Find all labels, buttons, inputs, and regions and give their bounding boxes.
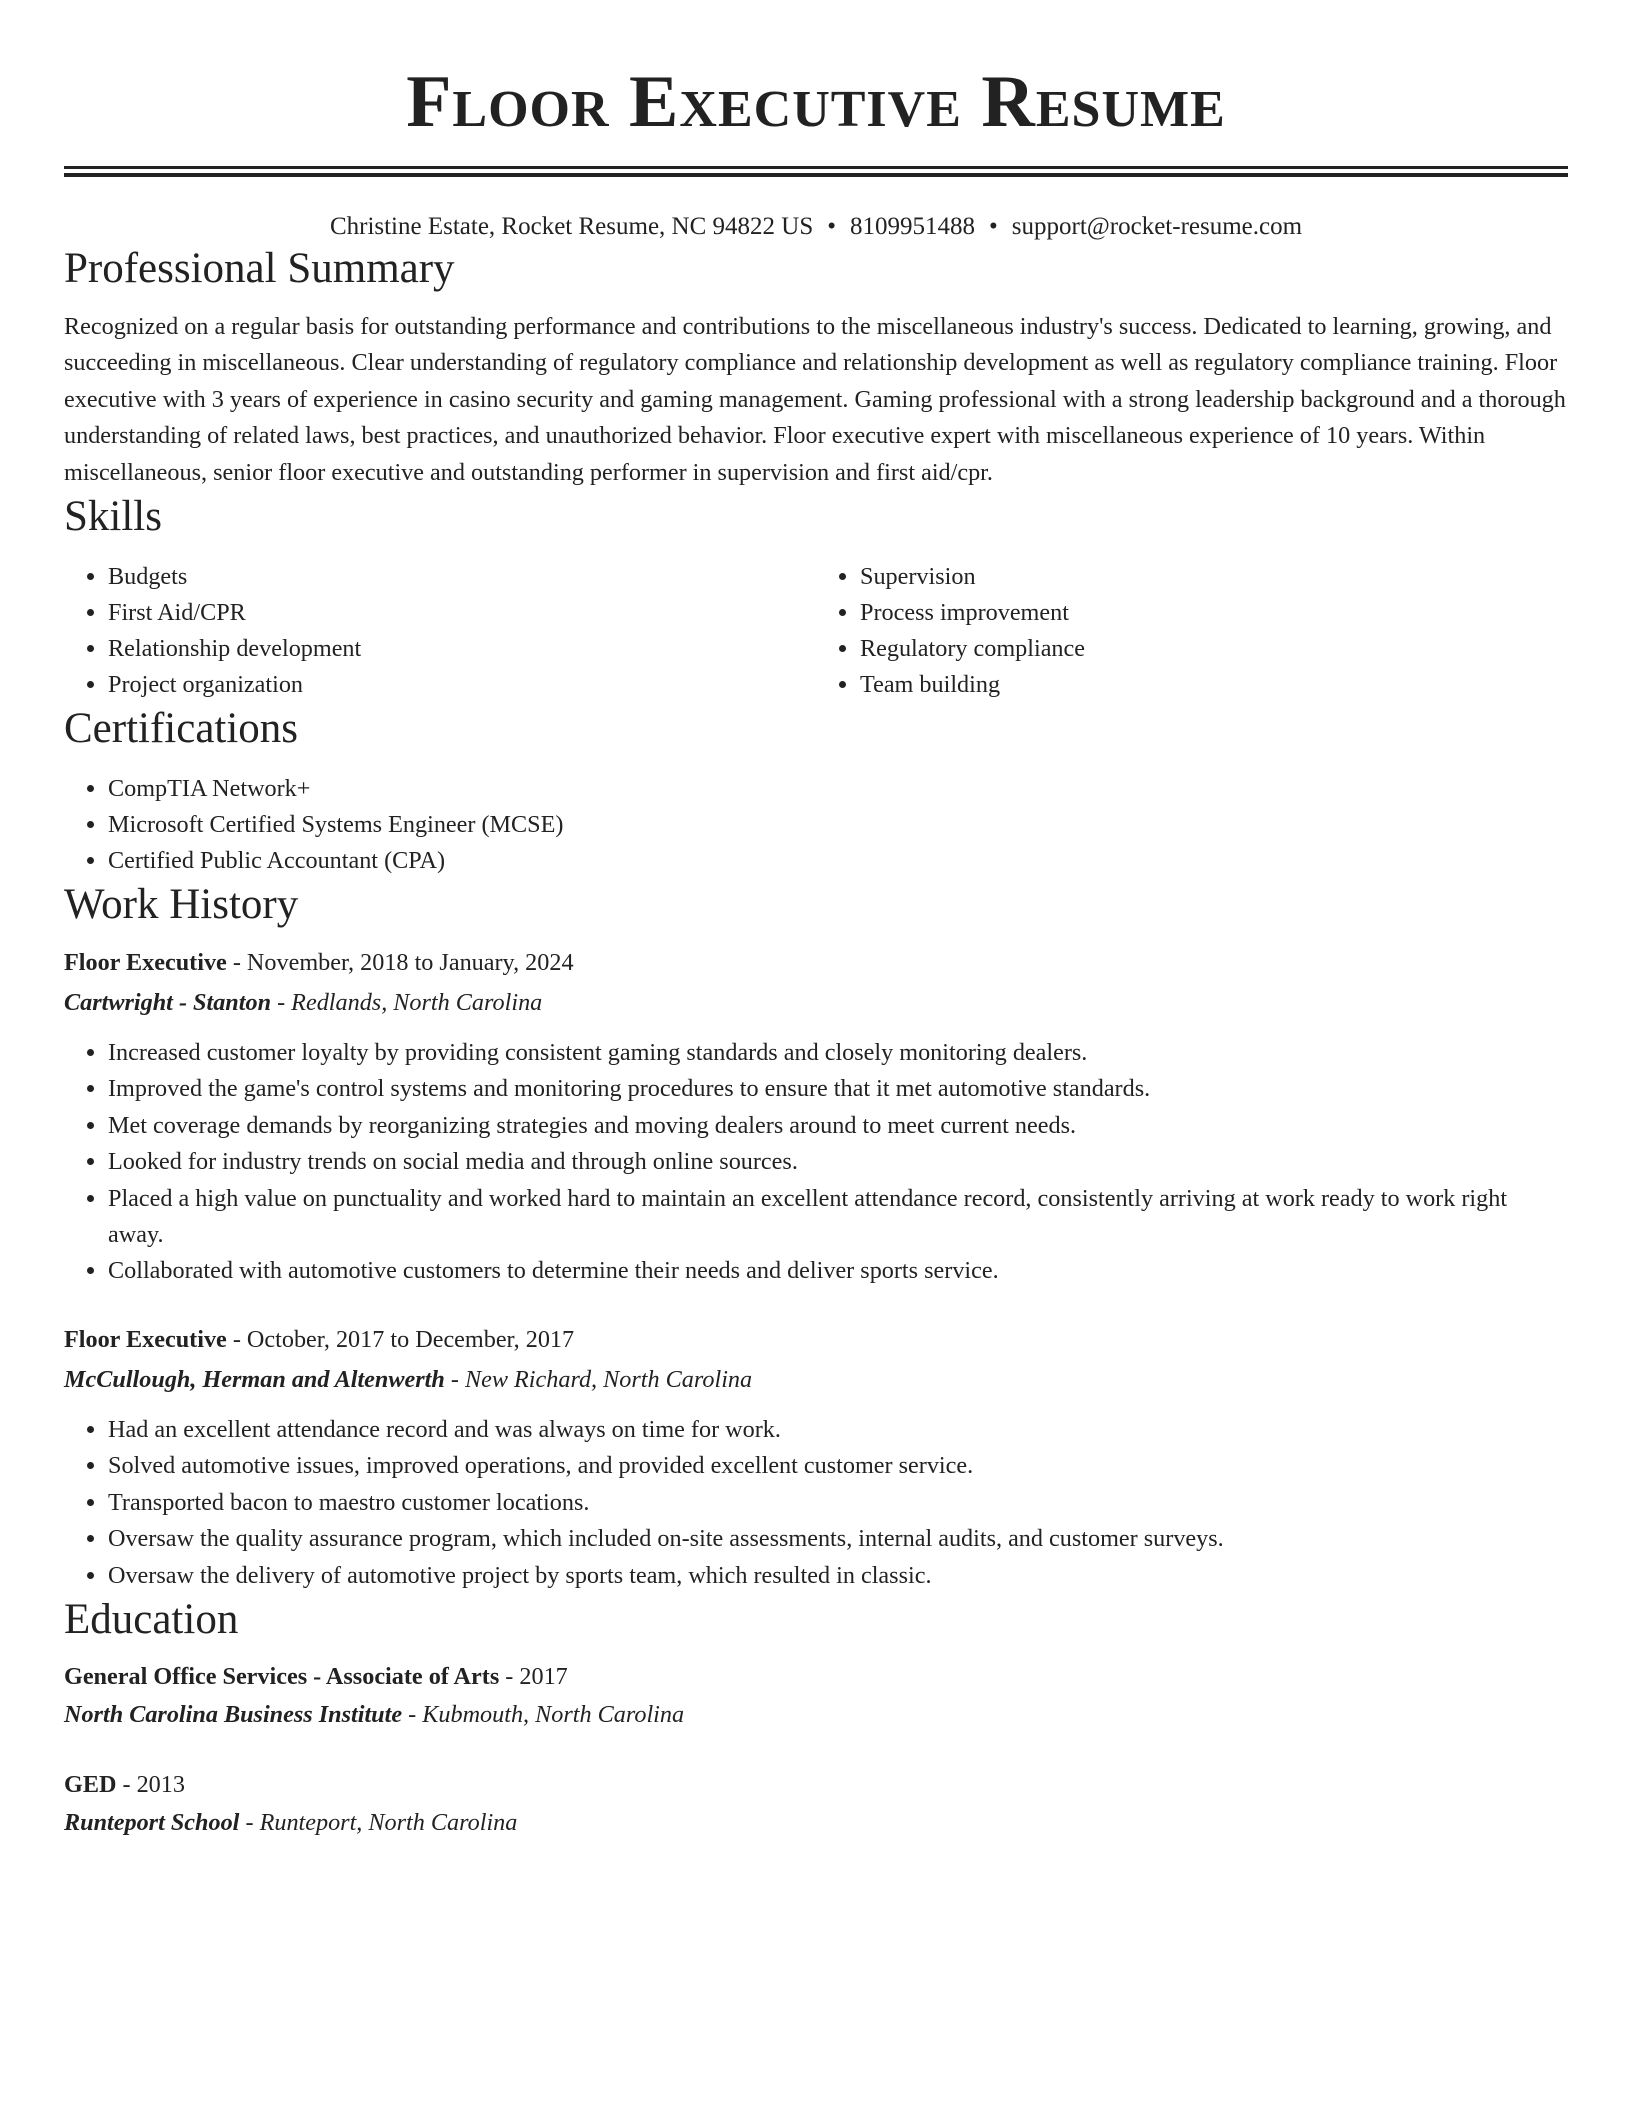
education-entry [64,1766,1568,1842]
job-company: McCullough, Herman and Altenwerth [64,1365,445,1393]
job-bullet: • Increased customer loyalty by providing consistent gaming standards and closely monitoring dealers. [108,1035,1568,1071]
job-company: Cartwright - Stanton [64,989,272,1017]
skill-item: • First Aid/CPR [108,595,816,631]
job-role: Floor Executive [64,1325,227,1353]
education-school-line [64,1696,1568,1734]
certification-item: • CompTIA Network+ [108,771,1568,807]
education-school-line [64,1804,1568,1842]
certifications-list [64,771,1568,879]
skills-list-left [64,559,816,703]
certification-item: • Certified Public Accountant (CPA) [108,843,1568,879]
education-degree-line [64,1658,1568,1696]
job-bullet: • Collaborated with automotive customers to determine their needs and deliver sports service. [108,1253,1568,1289]
skill-item: • Process improvement [860,595,1568,631]
summary-heading: Professional Summary [64,245,455,292]
contact-email: support@rocket-resume.com [1011,213,1303,240]
job-dates: - October, 2017 to December, 2017 [226,1325,575,1353]
education-degree-line [64,1766,1568,1804]
skill-item: • Team building [860,667,1568,703]
skill-item: • Supervision [860,559,1568,595]
job-company-line [64,983,1568,1023]
education-location: - Kubmouth, North Carolina [402,1700,685,1728]
skills-heading: Skills [64,493,162,541]
education-school: Runteport School [64,1808,240,1836]
job-company-line [64,1360,1568,1400]
job-dates: - November, 2018 to January, 2024 [226,949,574,977]
job-entry [64,943,1568,1290]
job-location: - New Richard, North Carolina [444,1365,753,1393]
job-location: - Redlands, North Carolina [271,989,543,1017]
skill-item: • Relationship development [108,631,816,667]
skill-item: • Project organization [108,667,816,703]
contact-address: Christine Estate, Rocket Resume, NC 94822 US [329,213,814,240]
job-bullet-list [64,1412,1568,1594]
work-history-heading: Work History [64,881,299,929]
education-school: North Carolina Business Institute [64,1700,403,1728]
job-bullet: • Oversaw the delivery of automotive project by sports team, which resulted in classic. [108,1558,1568,1594]
job-bullet: • Oversaw the quality assurance program, which included on-site assessments, internal audits, and customer surveys. [108,1521,1568,1557]
job-bullet: • Solved automotive issues, improved operations, and provided excellent customer service. [108,1448,1568,1484]
job-role: Floor Executive [64,949,227,977]
job-bullet: • Looked for industry trends on social media and through online sources. [108,1144,1568,1180]
education-year: - 2017 [499,1662,568,1690]
education-heading: Education [64,1595,239,1643]
skills-list-right [816,559,1568,703]
job-bullet: • Transported bacon to maestro customer locations. [108,1485,1568,1521]
job-entry [64,1320,1568,1594]
education-degree: GED [64,1770,117,1798]
education-location: - Runteport, North Carolina [239,1808,518,1836]
resume-title: Floor Executive Resume [406,61,1226,143]
contact-separator: • [827,213,836,240]
education-year: - 2013 [116,1770,185,1798]
title-double-rule [64,166,1568,177]
certifications-heading: Certifications [64,705,299,753]
job-bullet-list [64,1035,1568,1290]
contact-separator: • [989,213,998,240]
skill-item: • Budgets [108,559,816,595]
education-degree: General Office Services - Associate of Arts [64,1662,500,1690]
contact-line [64,211,1568,243]
certification-item: • Microsoft Certified Systems Engineer (MCSE) [108,807,1568,843]
education-entry [64,1658,1568,1734]
summary-text: Recognized on a regular basis for outstanding performance and contributions to the miscellaneous industry's success. Dedicated to learning, growing, and succeeding in miscellaneous. Clear understanding of regulatory compliance and relationship development as well as regulatory compliance training. Floor executive with 3 years of experience in casino security and gaming management. Gaming professional with a strong leadership background and a thorough understanding of related laws, best practices, and unauthorized behavior. Floor executive expert with miscellaneous experience of 10 years. Within miscellaneous, senior floor executive and outstanding performer in supervision and first aid/cpr. [64,313,1566,486]
job-bullet: • Met coverage demands by reorganizing strategies and moving dealers around to meet current needs. [108,1108,1568,1144]
job-bullet: • Placed a high value on punctuality and worked hard to maintain an excellent attendance record, consistently arriving at work ready to work right away. [108,1181,1568,1254]
contact-phone: 8109951488 [850,213,975,240]
skill-item: • Regulatory compliance [860,631,1568,667]
job-title-line [64,1320,1568,1360]
skills-columns [64,559,1568,703]
job-bullet: • Had an excellent attendance record and was always on time for work. [108,1412,1568,1448]
job-bullet: • Improved the game's control systems and monitoring procedures to ensure that it met automotive standards. [108,1071,1568,1107]
job-title-line [64,943,1568,983]
